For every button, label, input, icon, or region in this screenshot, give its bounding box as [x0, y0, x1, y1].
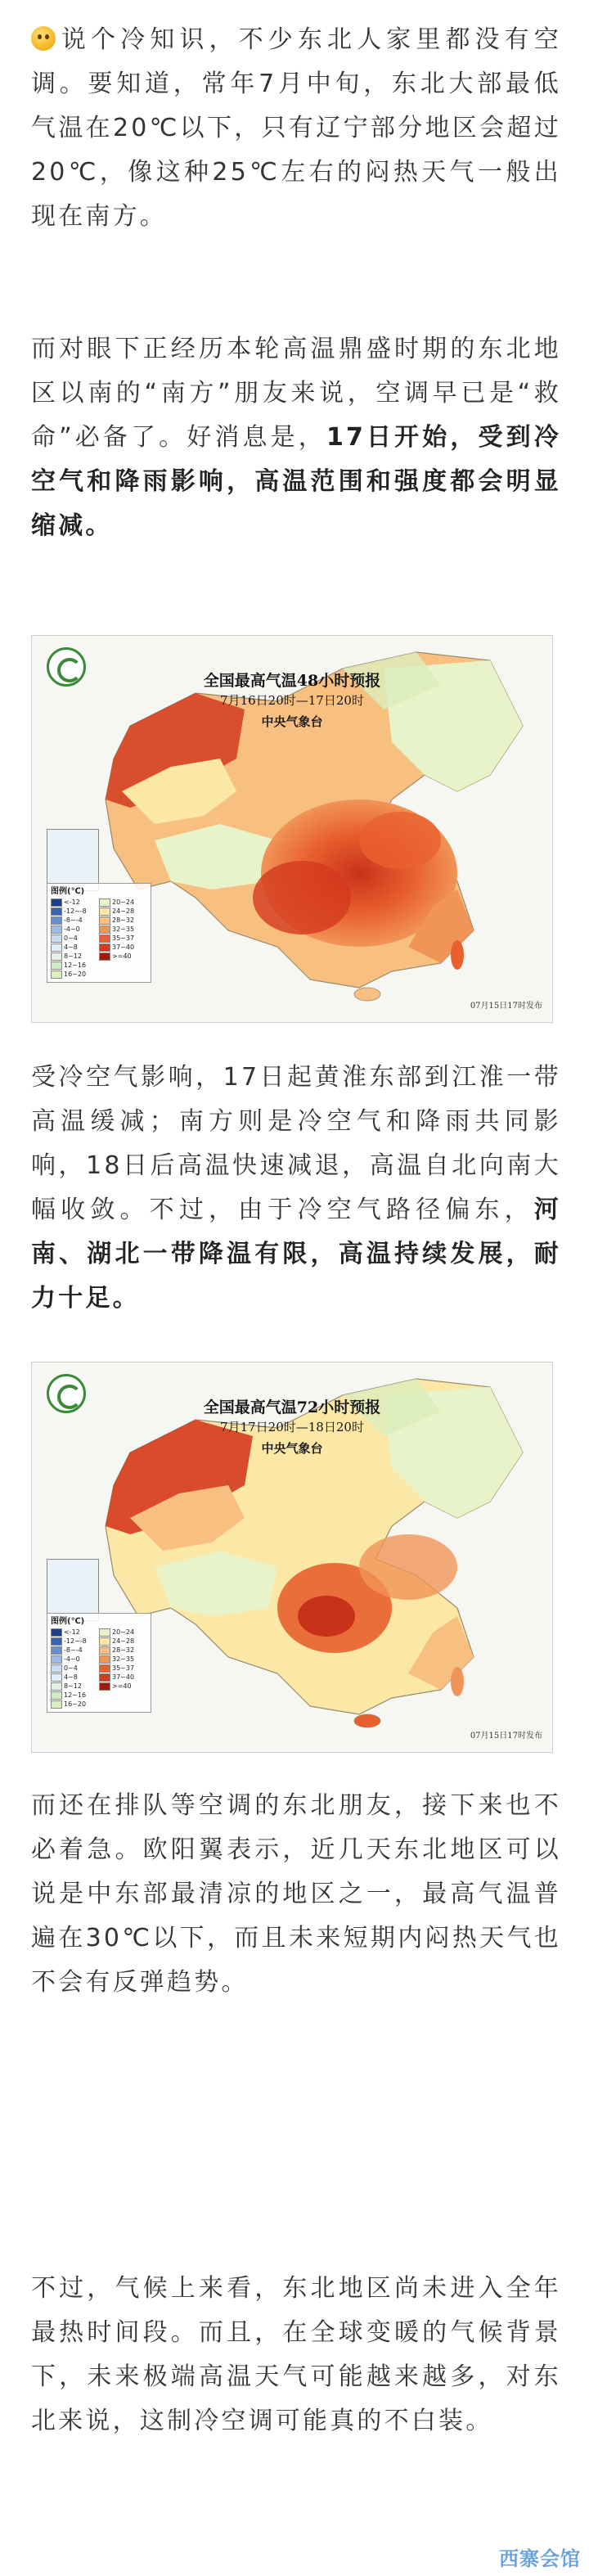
legend-entry	[99, 943, 147, 952]
legend-entry	[99, 1655, 147, 1664]
legend-swatch	[51, 1637, 62, 1646]
legend-label: <-12	[64, 898, 80, 906]
legend-entry	[99, 925, 147, 934]
legend-entry	[51, 907, 99, 916]
legend-entry	[99, 970, 147, 979]
legend-row	[51, 1628, 147, 1637]
legend-label: 28~32	[112, 1646, 135, 1654]
legend-entry	[51, 1637, 99, 1646]
legend-entry	[99, 961, 147, 970]
highlight-text: 17日开始，受到冷空气和降雨影响，高温范围和强度都会明显缩减。	[31, 423, 561, 540]
legend-entry	[51, 952, 99, 961]
legend-entry	[51, 1682, 99, 1691]
legend-label: 20~24	[112, 1628, 135, 1636]
legend-entry	[99, 952, 147, 961]
legend-entry	[51, 961, 99, 970]
legend-label: 12~16	[64, 1691, 87, 1699]
legend-label: -4~0	[64, 1655, 80, 1663]
legend-label: 8~12	[64, 1682, 82, 1690]
legend-entry	[51, 1655, 99, 1664]
legend-label: >=40	[112, 952, 132, 960]
legend-rows	[51, 898, 147, 979]
legend-label: -4~0	[64, 925, 80, 933]
paragraph-2: 而对眼下正经历本轮高温鼎盛时期的东北地区以南的“南方”朋友来说，空调早已是“救命”必备了。好消息是，17日开始，受到冷空气和降雨影响，高温范围和强度都会明显缩减。	[31, 335, 561, 540]
legend-swatch	[51, 1673, 62, 1682]
legend-swatch	[51, 1700, 62, 1709]
legend-swatch	[51, 898, 62, 907]
legend-row	[51, 898, 147, 907]
legend-label: -8~-4	[64, 1646, 83, 1654]
legend-row	[51, 925, 147, 934]
legend-row	[51, 1637, 147, 1646]
legend-entry	[51, 1664, 99, 1673]
legend-label: 24~28	[112, 1637, 135, 1645]
legend-label: -12~-8	[64, 907, 87, 915]
legend-swatch	[51, 1682, 62, 1691]
legend-row	[51, 952, 147, 961]
legend-entry	[51, 925, 99, 934]
legend-swatch	[99, 1637, 110, 1646]
legend-row	[51, 934, 147, 943]
legend-row	[51, 970, 147, 979]
legend-swatch	[51, 925, 62, 934]
legend-label: 4~8	[64, 1673, 78, 1681]
legend-swatch	[99, 943, 110, 952]
legend-swatch	[99, 1646, 110, 1655]
legend-swatch	[51, 952, 62, 961]
legend-label: -8~-4	[64, 916, 83, 924]
legend-row	[51, 1700, 147, 1709]
map-legend: 图例(℃) <-12 20~24 -12~-8 24~28 -8~-4 28~32 -4~0 32~35 0~4 35~37 4~8 37~40 8~12 >=40 12~16 16~20	[47, 1613, 151, 1713]
legend-swatch	[99, 934, 110, 943]
legend-swatch	[99, 1628, 110, 1637]
paragraph-4: 而还在排队等空调的东北朋友，接下来也不必着急。欧阳翼表示，近几天东北地区可以说是中东部最清凉的地区之一，最高气温普遍在30℃以下，而且未来短期内闷热天气也不会有反弹趋势。	[31, 1791, 561, 1997]
legend-row	[51, 1682, 147, 1691]
legend-label: 28~32	[112, 916, 135, 924]
legend-row	[51, 1655, 147, 1664]
legend-swatch	[99, 907, 110, 916]
legend-swatch	[51, 934, 62, 943]
legend-entry	[51, 943, 99, 952]
legend-swatch	[51, 907, 62, 916]
legend-label: 20~24	[112, 898, 135, 906]
legend-entry	[99, 1682, 147, 1691]
legend-row	[51, 943, 147, 952]
legend-swatch	[51, 1691, 62, 1700]
publish-info: 07月15日17时发布	[470, 1732, 542, 1741]
legend-entry	[99, 1691, 147, 1700]
south-china-sea-inset	[47, 1559, 99, 1621]
legend-entry	[99, 1700, 147, 1709]
legend-label: 24~28	[112, 907, 135, 915]
legend-label: 32~35	[112, 925, 135, 933]
legend-entry	[99, 898, 147, 907]
legend-label: <-12	[64, 1628, 80, 1636]
legend-label: 37~40	[112, 1673, 135, 1681]
legend-label: 8~12	[64, 952, 82, 960]
legend-row	[51, 1673, 147, 1682]
legend-swatch	[51, 971, 62, 979]
legend-label: 35~37	[112, 934, 135, 942]
legend-entry	[99, 1628, 147, 1637]
legend-swatch	[51, 943, 62, 952]
legend-swatch	[51, 1664, 62, 1673]
legend-entry	[51, 1691, 99, 1700]
legend-swatch	[99, 1682, 110, 1691]
legend-entry	[51, 1673, 99, 1682]
legend-row	[51, 916, 147, 925]
temperature-forecast-map-72h: 全国最高气温72小时预报 7月17日20时—18日20时 中央气象台 图例(℃) <-12 20~24 -12~-8 24~28 -8~-4 28~32 -4~0 32~35 0~4 35~37 4~8 37~40 8~12 >=40 12~16 16~20 07月15日17时发布	[31, 1362, 553, 1753]
legend-label: 35~37	[112, 1664, 135, 1672]
legend-label: 16~20	[64, 1700, 87, 1708]
legend-swatch	[99, 916, 110, 925]
legend-label: 0~4	[64, 934, 78, 942]
legend-entry	[99, 1646, 147, 1655]
legend-row	[51, 1664, 147, 1673]
legend-entry	[99, 934, 147, 943]
legend-swatch	[99, 898, 110, 907]
map-legend: 图例(℃) <-12 20~24 -12~-8 24~28 -8~-4 28~32 -4~0 32~35 0~4 35~37 4~8 37~40 8~12 >=40 12~16 16~20	[47, 883, 151, 983]
legend-label: >=40	[112, 1682, 132, 1690]
legend-label: 0~4	[64, 1664, 78, 1672]
legend-swatch	[99, 1664, 110, 1673]
legend-row	[51, 961, 147, 970]
legend-swatch	[99, 925, 110, 934]
legend-rows	[51, 1628, 147, 1709]
legend-entry	[51, 934, 99, 943]
highlight-text: 河南、湖北一带降温有限，高温持续发展，耐力十足。	[31, 1196, 561, 1313]
legend-swatch	[51, 1646, 62, 1655]
legend-label: 4~8	[64, 943, 78, 951]
legend-swatch	[51, 1628, 62, 1637]
legend-entry	[51, 1700, 99, 1709]
thinking-face-icon	[31, 26, 56, 51]
legend-swatch	[51, 961, 62, 970]
publish-info: 07月15日17时发布	[470, 1002, 542, 1011]
legend-swatch	[51, 1655, 62, 1664]
legend-label: 12~16	[64, 961, 87, 969]
legend-entry	[51, 1628, 99, 1637]
legend-entry	[51, 1646, 99, 1655]
paragraph-5: 不过，气候上来看，东北地区尚未进入全年最热时间段。而且，在全球变暖的气候背景下，未来极端高温天气可能越来越多，对东北来说，这制冷空调可能真的不白装。	[31, 2274, 561, 2435]
legend-entry	[51, 916, 99, 925]
legend-swatch	[51, 916, 62, 925]
legend-entry	[51, 898, 99, 907]
south-china-sea-inset	[47, 829, 99, 891]
legend-label: 16~20	[64, 971, 87, 978]
legend-entry	[99, 1673, 147, 1682]
legend-label: -12~-8	[64, 1637, 87, 1645]
legend-swatch	[99, 952, 110, 961]
site-watermark: 西寨会馆	[499, 2547, 581, 2570]
legend-entry	[99, 907, 147, 916]
legend-entry	[99, 1637, 147, 1646]
legend-label: 32~35	[112, 1655, 135, 1663]
legend-row	[51, 907, 147, 916]
legend-entry	[51, 970, 99, 979]
legend-swatch	[99, 1673, 110, 1682]
paragraph-1: 说个冷知识，不少东北人家里都没有空调。要知道，常年7月中旬，东北大部最低气温在20℃以下，只有辽宁部分地区会超过20℃，像这种25℃左右的闷热天气一般出现在南方。	[31, 25, 561, 231]
legend-entry	[99, 1664, 147, 1673]
legend-entry	[99, 916, 147, 925]
legend-row	[51, 1691, 147, 1700]
legend-swatch	[99, 1655, 110, 1664]
legend-row	[51, 1646, 147, 1655]
legend-label: 37~40	[112, 943, 135, 951]
paragraph-3: 受冷空气影响，17日起黄淮东部到江淮一带高温缓减；南方则是冷空气和降雨共同影响，18日后高温快速减退，高温自北向南大幅收敛。不过，由于冷空气路径偏东，河南、湖北一带降温有限，高温持续发展，耐力十足。	[31, 1063, 561, 1313]
temperature-forecast-map-48h: 全国最高气温48小时预报 7月16日20时—17日20时 中央气象台 图例(℃) <-12 20~24 -12~-8 24~28 -8~-4 28~32 -4~0 32~35 0~4 35~37 4~8 37~40 8~12 >=40 12~16 16~20 07月15日17时发布	[31, 635, 553, 1023]
